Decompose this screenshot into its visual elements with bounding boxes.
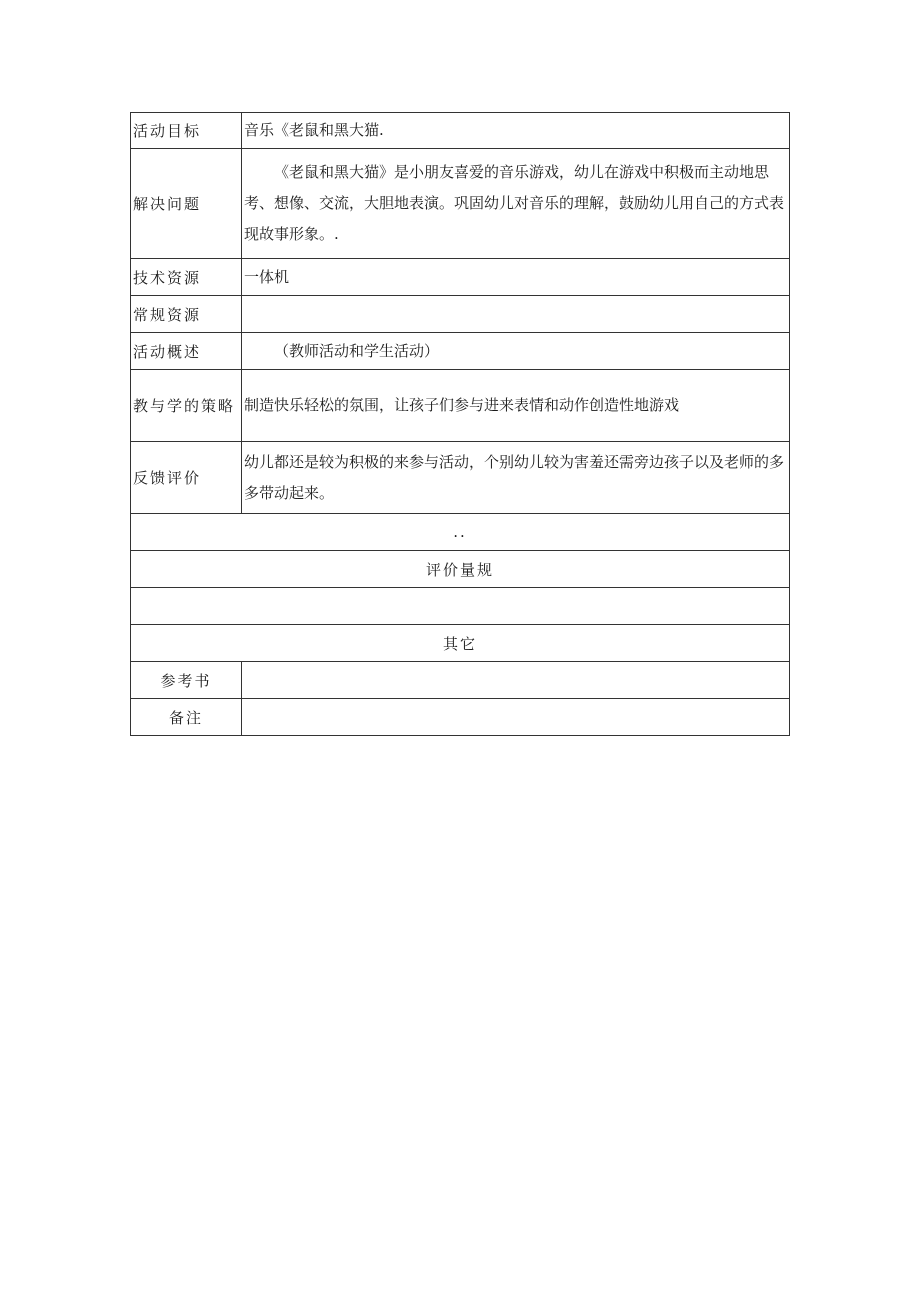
feedback-label: 反馈评价 <box>131 442 242 514</box>
remarks-label: 备注 <box>131 699 242 736</box>
tech-resource-value: 一体机 <box>242 259 790 296</box>
row-remarks <box>131 699 790 736</box>
overview-label: 活动概述 <box>131 333 242 370</box>
row-overview <box>131 333 790 370</box>
lesson-plan-table <box>130 112 790 736</box>
strategy-label: 教与学的策略 <box>131 370 242 442</box>
row-rubric-content <box>131 588 790 625</box>
row-other-title <box>131 625 790 662</box>
reference-label: 参考书 <box>131 662 242 699</box>
problem-value: 《老鼠和黑大猫》是小朋友喜爱的音乐游戏，幼儿在游戏中积极而主动地思考、想像、交流，大胆地表演。巩固幼儿对音乐的理解，鼓励幼儿用自己的方式表现故事形象。. <box>242 149 790 259</box>
reference-value <box>242 662 790 699</box>
tech-resource-label: 技术资源 <box>131 259 242 296</box>
activity-goal-label: 活动目标 <box>131 113 242 149</box>
row-reference <box>131 662 790 699</box>
activity-goal-value: 音乐《老鼠和黑大猫. <box>242 113 790 149</box>
rubric-content <box>131 588 790 625</box>
problem-label: 解决问题 <box>131 149 242 259</box>
dots-text: .. <box>131 514 790 551</box>
row-regular-resource <box>131 296 790 333</box>
row-strategy <box>131 370 790 442</box>
strategy-value: 制造快乐轻松的氛围，让孩子们参与进来表情和动作创造性地游戏 <box>242 370 790 442</box>
remarks-value <box>242 699 790 736</box>
row-problem <box>131 149 790 259</box>
regular-resource-value <box>242 296 790 333</box>
rubric-title: 评价量规 <box>131 551 790 588</box>
row-activity-goal <box>131 113 790 149</box>
overview-value: （教师活动和学生活动） <box>242 333 790 370</box>
row-dots <box>131 514 790 551</box>
feedback-value: 幼儿都还是较为积极的来参与活动，个别幼儿较为害羞还需旁边孩子以及老师的多多带动起来。 <box>242 442 790 514</box>
row-rubric-title <box>131 551 790 588</box>
row-tech-resource <box>131 259 790 296</box>
regular-resource-label: 常规资源 <box>131 296 242 333</box>
row-feedback <box>131 442 790 514</box>
other-title: 其它 <box>131 625 790 662</box>
